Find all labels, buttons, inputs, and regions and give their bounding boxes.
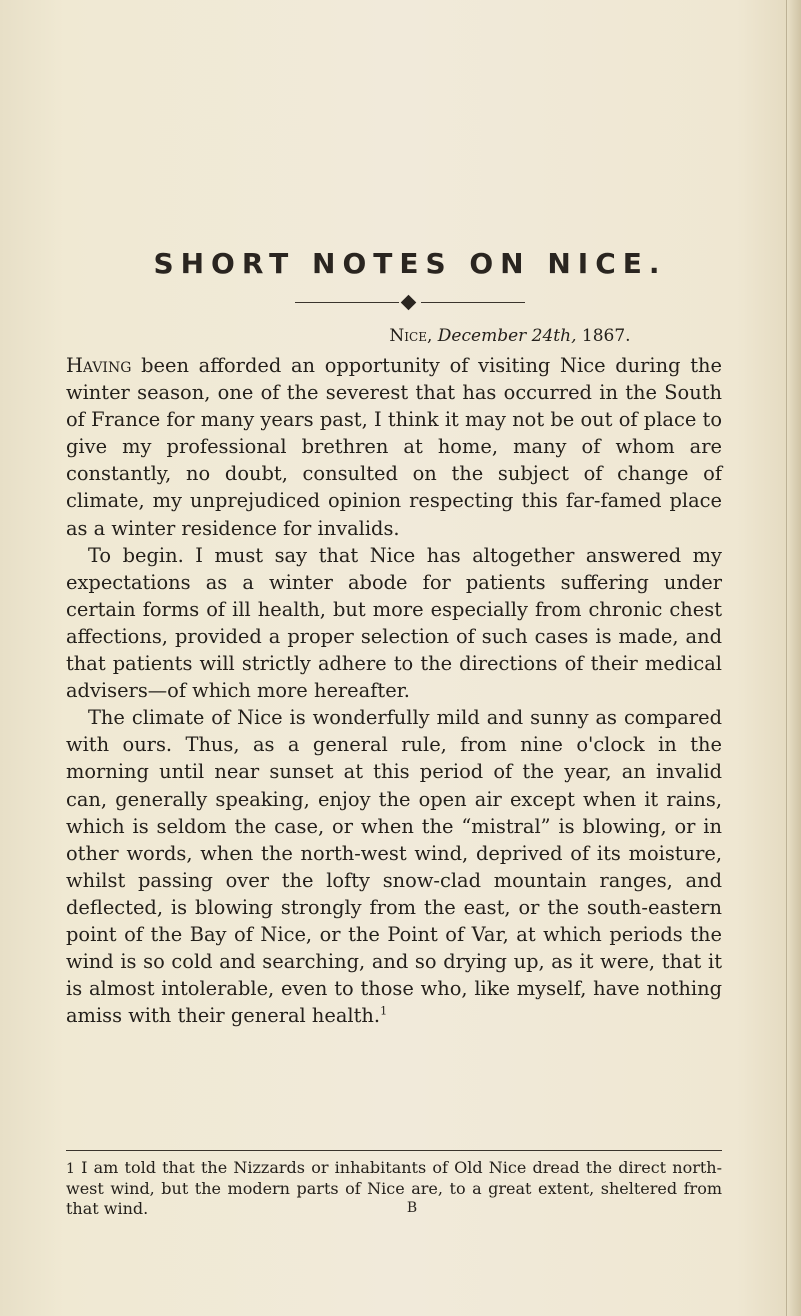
dateline — [300, 326, 720, 346]
title-ornament — [295, 296, 525, 310]
footnote-text: I am told that the Nizzards or inhabitants of Old Nice dread the direct north-west wind, but the modern parts of Nice are, to a great extent, sheltered from that wind. — [66, 1158, 722, 1218]
diamond-icon — [401, 295, 417, 311]
footnote-reference[interactable]: 1 — [380, 1004, 388, 1018]
paragraph-text: been afforded an opportunity of visiting Nice during the winter season, one of the severest that has occurred in the South of France for many years past, I think it may not be out of place to give my professional brethren at home, many of whom are constantly, no doubt, consulted on the subject of change of climate, my unprejudiced opinion respecting this far-famed place as a winter residence for invalids. — [66, 354, 722, 540]
dateline-year: 1867. — [581, 326, 631, 346]
page-edge — [786, 0, 801, 1316]
page-title: SHORT NOTES ON NICE. — [153, 247, 667, 280]
dateline-date: December 24th, — [437, 326, 577, 346]
paragraph-text: The climate of Nice is wonderfully mild and sunny as compared with ours. Thus, as a general rule, from nine o'clock in the morning until near sunset at this period of the year, an invalid can, generally speaking, enjoy the open air except when it rains, which is seldom the case, or when the “mistral” is blowing, or in other words, when the north-west wind, deprived of its moisture, whilst passing over the lofty snow-clad mountain ranges, and deflected, is blowing strongly from the east, or the south-eastern point of the Bay of Nice, or the Point of Var, at which periods the wind is so cold and searching, and so drying up, as it were, that it is almost intolerable, even to those who, like myself, have nothing amiss with their general health. — [66, 706, 722, 1028]
dateline-place: Nice, — [389, 326, 433, 346]
paragraph-text: To begin. I must say that Nice has altogether answered my expectations as a winter abode for patients suffering under certain forms of ill health, but more especially from chronic chest affections, provided a proper selection of such cases is made, and that patients will strictly adhere to the directions of their medical advisers—of which more hereafter. — [66, 543, 722, 703]
ornament-rule-left — [295, 302, 399, 303]
paragraph-1 — [66, 352, 722, 542]
body-text — [66, 352, 722, 1029]
ornament-rule-right — [421, 302, 525, 303]
paragraph-lead: Having — [66, 354, 132, 377]
footnote-rule — [66, 1150, 722, 1151]
paragraph-2 — [66, 542, 722, 705]
signature-mark: B — [406, 1200, 418, 1216]
paragraph-3 — [66, 704, 722, 1029]
footnote-mark: 1 — [66, 1161, 75, 1177]
